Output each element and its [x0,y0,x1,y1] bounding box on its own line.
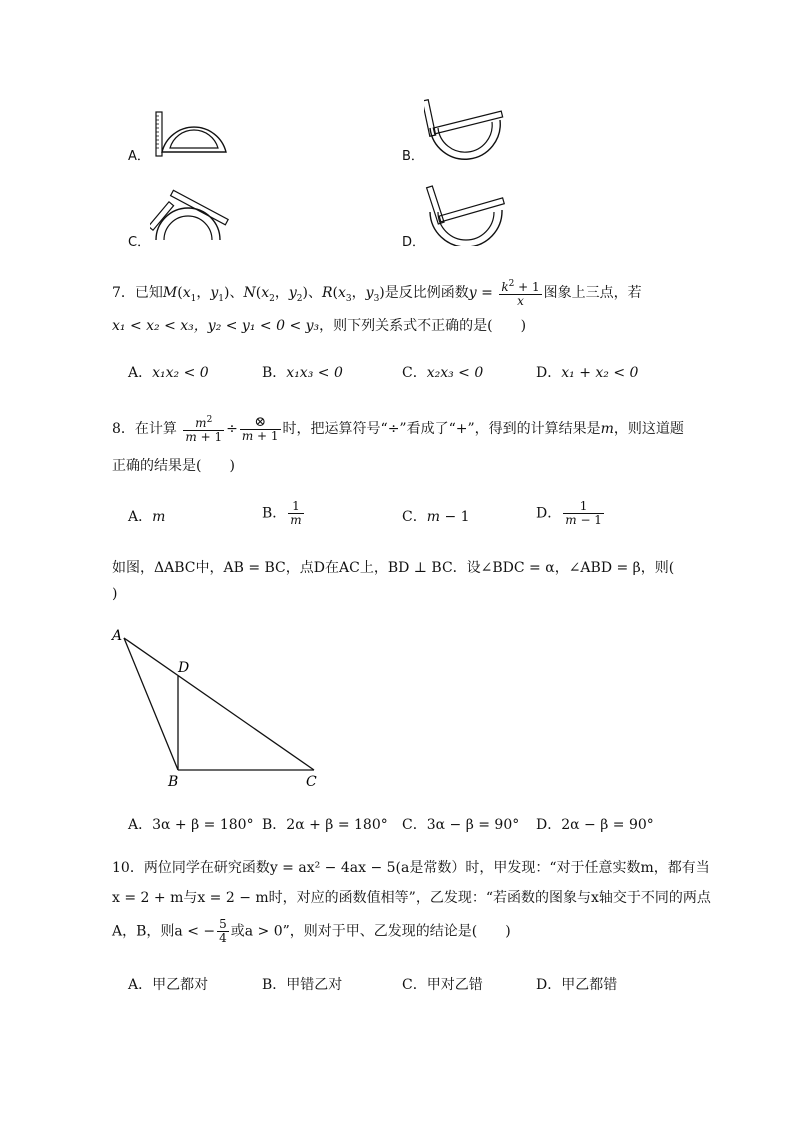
q8-option-c[interactable]: C．m − 1 [402,509,470,525]
q9-option-a[interactable]: A．3α + β = 180° [128,817,254,833]
q7-fraction: $\frac{k^2 + 1}{x}$ [501,279,540,308]
q7-option-c[interactable]: C．x₂x₃ < 0 [402,365,484,381]
q8-fraction-2: $\frac{\otimes}{m + 1}$ [241,413,279,443]
q10-option-d[interactable]: D．甲乙都错 [536,977,618,993]
q7-text-a: 已知 [134,285,163,301]
q10-line2: x = 2 + m与x = 2 − m时，对应的函数值相等”，乙发现：“若函数的图象与x轴交于不同的两点 [112,890,711,906]
q6-option-a-label: A． [128,149,150,164]
q8-fraction-1: $\frac{m^2}{m + 1}$ [185,415,223,444]
q10-option-b[interactable]: B．甲错乙对 [262,977,343,993]
q6-option-c-label: C． [128,235,151,250]
label-b: B [168,774,179,790]
q6-figure-c [150,186,232,242]
q8-options [128,500,688,540]
q7-conditions: x₁ < x₂ < x₃，y₂ < y₁ < 0 < y₃ [112,318,320,334]
q8-option-b[interactable]: B． $\frac{1}{m}$ [262,499,302,527]
q10-option-a[interactable]: A．甲乙都对 [128,977,209,993]
q7-option-b[interactable]: B．x₁x₃ < 0 [262,365,343,381]
q8-line2: 正确的结果是( ) [112,458,235,474]
q7-option-a[interactable]: A．x₁x₂ < 0 [128,365,209,381]
q8-option-d[interactable]: D． $\frac{1}{m - 1}$ [536,499,602,527]
q8-option-a[interactable]: A．m [128,509,166,525]
q6-figure-b [424,98,506,160]
q8-text-a: 在计算 [134,421,177,437]
q10-fraction: $\frac{5}{4}$ [219,917,227,945]
label-d: D [178,660,190,676]
q7-text-c: 图象上三点，若 [543,285,642,301]
q9-option-b[interactable]: B．2α + β = 180° [262,817,388,833]
q8-text-b: 时，把运算符号“÷”看成了“+”，得到的计算结果是 [282,421,601,437]
q7-stem: 7．已知$M(x_1$，$y_1$)、$N(x_2$，$y_2$)、$R(x_3$，$y_3$)是反比例函数y = $\frac{k^2 + 1}{x}$ 图象上三点，若 [112,279,642,308]
q7-text-b: 是反比例函数 [384,285,469,301]
q9-line2: ) [112,586,118,602]
q6-option-b-label: B． [402,149,424,164]
q8-stem: 8．在计算 $\frac{m^2}{m + 1}$ ÷ $\frac{\otimes}{m + 1}$ 时，把运算符号“÷”看成了“+”，得到的计算结果是m，则这道题 [112,413,684,444]
q7-number: 7． [112,285,135,301]
q10-option-c[interactable]: C．甲对乙错 [402,977,483,993]
q7-text-d: ，则下列关系式不正确的是( ) [319,318,527,334]
label-a: A [112,628,123,644]
q6-option-d-label: D． [402,235,426,250]
q9-stem: 如图，ΔABC中，AB = BC，点D在AC上，BD ⊥ BC．设∠BDC = α，∠ABD = β，则( [112,560,675,576]
q7-option-d[interactable]: D．x₁ + x₂ < 0 [536,365,639,381]
q9-option-d[interactable]: D．2α − β = 90° [536,817,654,833]
q9-triangle-figure [108,624,328,794]
q8-number: 8． [112,421,135,437]
q8-text-c: ，则这道题 [613,421,684,437]
q10-line1: 10．两位同学在研究函数y = ax² − 4ax − 5(a是常数）时，甲发现：“对于任意实数m，都有当 [112,860,710,876]
q9-option-c[interactable]: C．3α − β = 90° [402,817,520,833]
q6-figure-d [424,184,508,246]
q10-line3: A，B，则a < − $\frac{5}{4}$ 或a > 0”，则对于甲、乙发现的结论是( ) [112,917,511,945]
q6-figure-a [152,106,232,158]
label-c: C [306,774,317,790]
q7-line2 [112,316,712,336]
